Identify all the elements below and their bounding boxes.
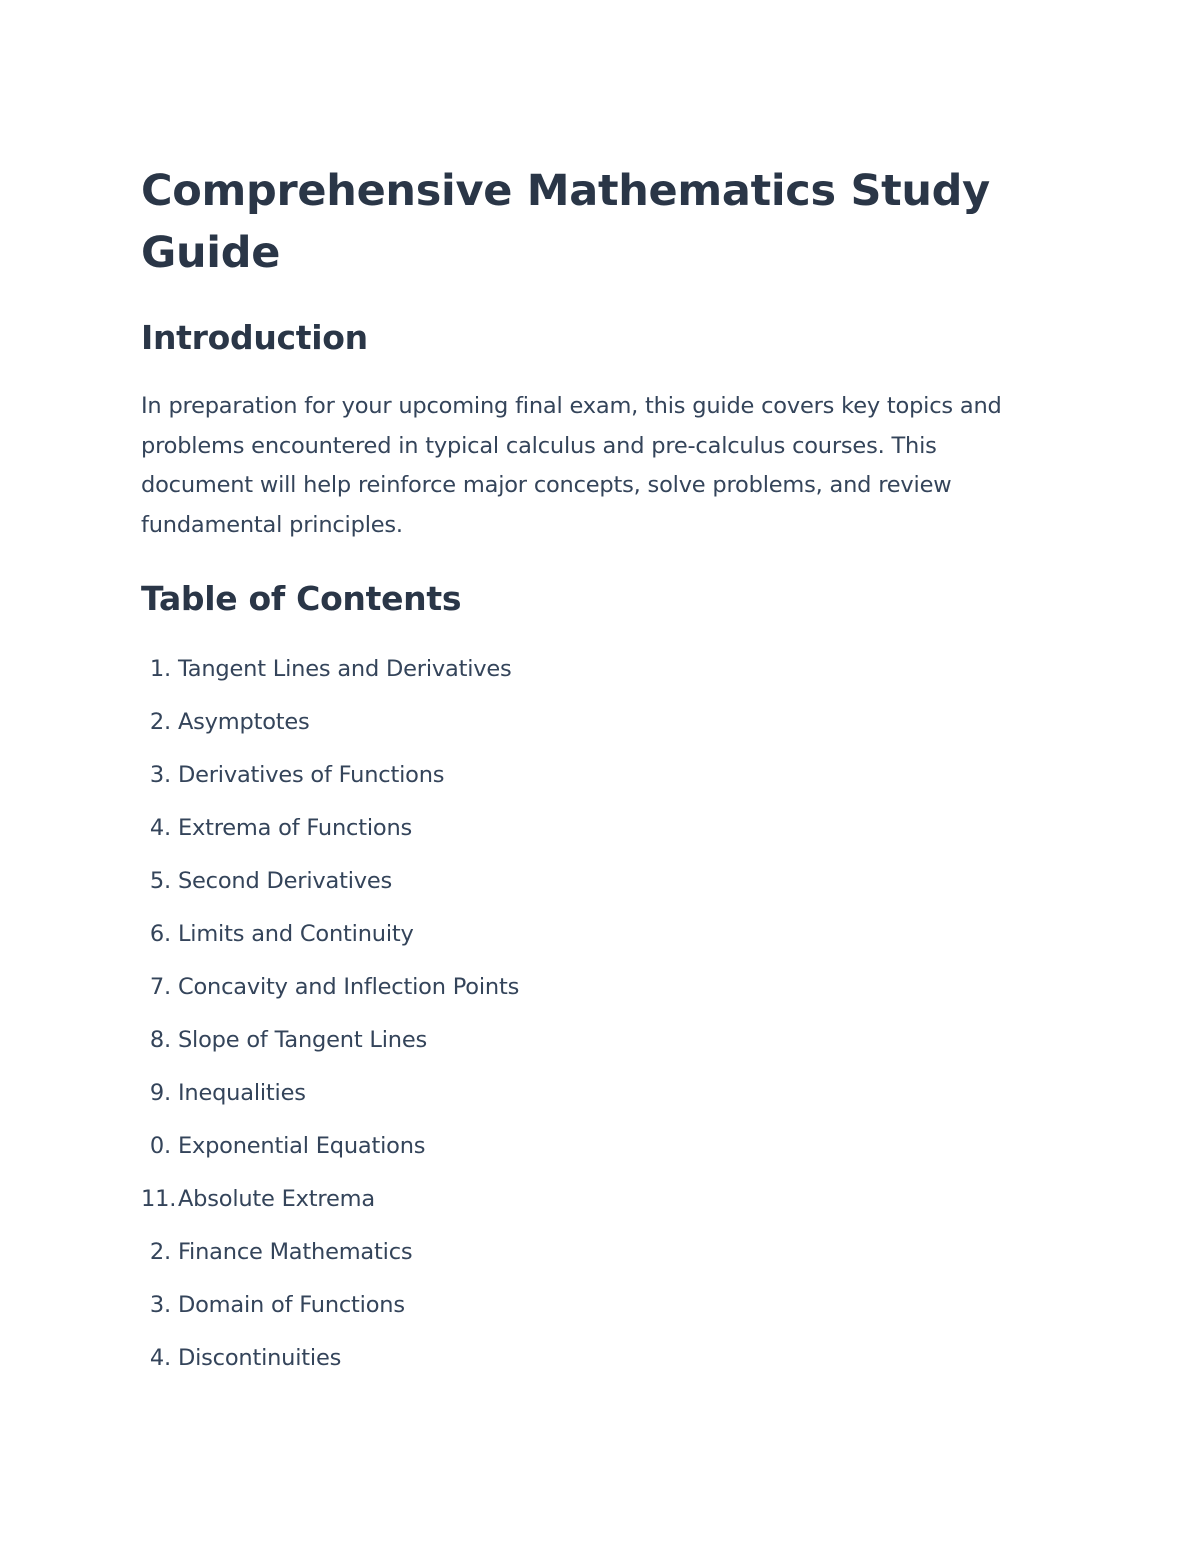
table-of-contents-list xyxy=(141,643,1061,1385)
toc-item-label: Absolute Extrema xyxy=(177,1186,375,1212)
toc-item-label: Limits and Continuity xyxy=(177,921,414,947)
toc-item xyxy=(141,1279,1061,1332)
toc-item-number: 1. xyxy=(149,656,171,682)
toc-item xyxy=(141,1332,1061,1385)
toc-item-label: Concavity and Inflection Points xyxy=(177,974,520,1000)
toc-item-number: 2. xyxy=(149,709,171,735)
toc-item-number: 8. xyxy=(149,1027,171,1053)
toc-item-number: 2. xyxy=(149,1239,171,1265)
document-page xyxy=(141,160,1061,1385)
toc-item xyxy=(141,1226,1061,1279)
toc-item-number: 11. xyxy=(141,1186,177,1212)
toc-item xyxy=(141,802,1061,855)
toc-item-number: 7. xyxy=(149,974,171,1000)
toc-item-label: Derivatives of Functions xyxy=(177,762,445,788)
toc-item-number: 9. xyxy=(149,1080,171,1106)
toc-item xyxy=(141,1067,1061,1120)
toc-item-label: Asymptotes xyxy=(177,709,310,735)
toc-item-number: 3. xyxy=(149,1292,171,1318)
toc-item-label: Discontinuities xyxy=(177,1345,342,1371)
toc-item xyxy=(141,961,1061,1014)
toc-item-number: 4. xyxy=(149,1345,171,1371)
toc-item xyxy=(141,1014,1061,1067)
toc-item xyxy=(141,643,1061,696)
toc-item xyxy=(141,749,1061,802)
toc-item-number: 5. xyxy=(149,868,171,894)
introduction-body: In preparation for your upcoming final exam, this guide covers key topics and problems encountered in typical calculus and pre-calculus courses. This document will help reinforce major concepts, solve problems, and review fundamental principles. xyxy=(141,393,1002,538)
toc-item-number: 6. xyxy=(149,921,171,947)
introduction-heading: Introduction xyxy=(141,318,368,357)
toc-item-label: Finance Mathematics xyxy=(177,1239,413,1265)
toc-item xyxy=(141,1120,1061,1173)
toc-item-number: 3. xyxy=(149,762,171,788)
toc-item-label: Inequalities xyxy=(177,1080,306,1106)
toc-item-number: 0. xyxy=(149,1133,171,1159)
toc-item-label: Slope of Tangent Lines xyxy=(177,1027,428,1053)
toc-item xyxy=(141,855,1061,908)
toc-item-number: 4. xyxy=(149,815,171,841)
table-of-contents-heading: Table of Contents xyxy=(141,579,462,618)
toc-item-label: Domain of Functions xyxy=(177,1292,405,1318)
document-title: Comprehensive Mathematics Study Guide xyxy=(141,166,990,278)
toc-item-label: Extrema of Functions xyxy=(177,815,413,841)
toc-item xyxy=(141,908,1061,961)
toc-item-label: Exponential Equations xyxy=(177,1133,426,1159)
toc-item xyxy=(141,696,1061,749)
toc-item xyxy=(141,1173,1061,1226)
toc-item-label: Tangent Lines and Derivatives xyxy=(177,656,512,682)
toc-item-label: Second Derivatives xyxy=(177,868,393,894)
